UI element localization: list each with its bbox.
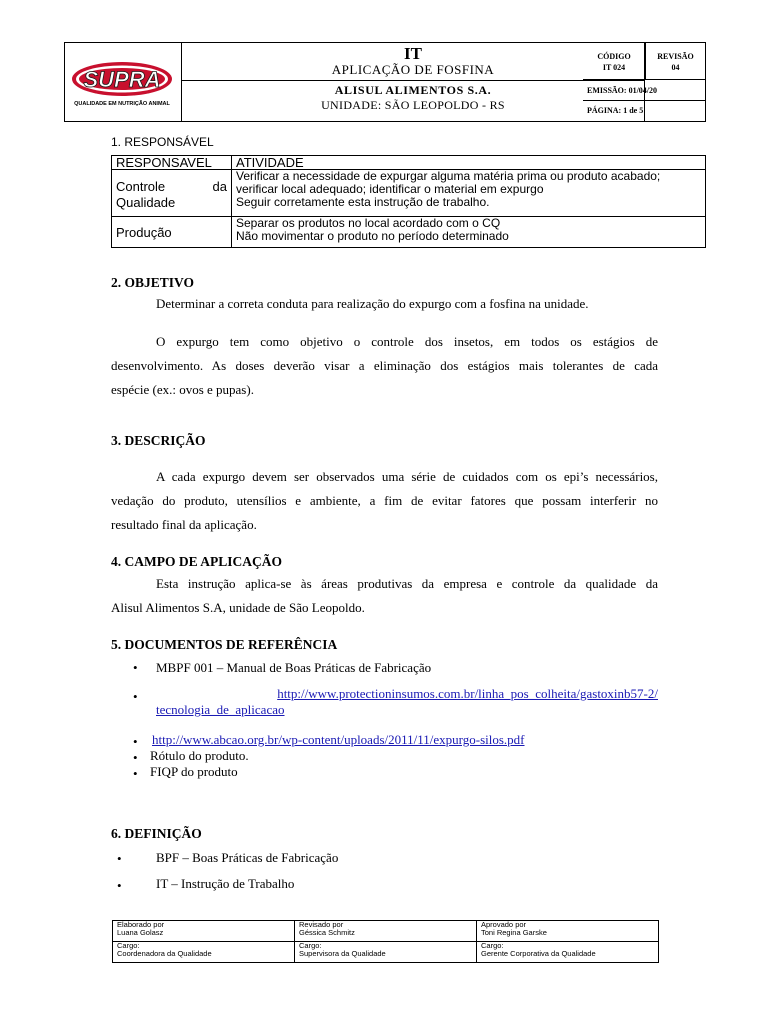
page-number: PÁGINA: 1 de 5 bbox=[587, 106, 644, 115]
revised-role-cell bbox=[295, 942, 477, 963]
bullet-icon: • bbox=[133, 734, 138, 749]
reference-item: FIQP do produto bbox=[150, 764, 238, 779]
table-header-row bbox=[112, 156, 706, 170]
revision-label: REVISÃO bbox=[657, 52, 694, 61]
revised-cell bbox=[295, 921, 477, 942]
section2-heading: 2. OBJETIVO bbox=[111, 275, 194, 290]
activity-cell bbox=[232, 217, 706, 248]
emission-date: EMISSÃO: 01/04/20 bbox=[587, 86, 658, 95]
reference-link[interactable]: http://www.abcao.org.br/wp-content/uploads/2011/11/expurgo-silos.pdf bbox=[152, 732, 525, 747]
revised-name: Géssica Schmitz bbox=[299, 928, 355, 937]
cargo-label: Cargo: bbox=[299, 941, 322, 950]
code-value: IT 024 bbox=[602, 63, 626, 72]
doc-title: APLICAÇÃO DE FOSFINA bbox=[331, 62, 495, 77]
scope-line: Esta instrução aplica-se às áreas produtivas da empresa e controle da qualidade da bbox=[156, 576, 658, 591]
bullet-icon: • bbox=[133, 766, 138, 781]
page-box bbox=[583, 101, 706, 122]
objective-line: espécie (ex.: ovos e pupas). bbox=[111, 382, 254, 397]
supra-logo bbox=[65, 43, 181, 121]
company-cell bbox=[182, 81, 645, 122]
responsible-word-1: Controle bbox=[116, 179, 166, 194]
section5-heading: 5. DOCUMENTOS DE REFERÊNCIA bbox=[111, 637, 338, 652]
table-row bbox=[112, 170, 706, 217]
table-row bbox=[112, 217, 706, 248]
bullet-icon: • bbox=[117, 878, 122, 893]
responsible-word-2: da bbox=[212, 179, 227, 194]
col-activity: ATIVIDADE bbox=[232, 156, 706, 170]
elaborated-cell bbox=[113, 921, 295, 942]
reference-item: MBPF 001 – Manual de Boas Práticas de Fabricação bbox=[156, 660, 432, 675]
activity-line: Verificar a necessidade de expurgar alguma matéria prima ou produto acabado; bbox=[236, 169, 661, 183]
responsibility-table bbox=[111, 155, 706, 248]
definition-item: BPF – Boas Práticas de Fabricação bbox=[156, 850, 339, 865]
description-line: A cada expurgo devem ser observados uma série de cuidados com os epi’s necessários, bbox=[156, 469, 658, 484]
objective-line: desenvolvimento. As doses deverão visar a eliminação dos estágios mais tolerantes de cada bbox=[111, 358, 658, 373]
col-responsible: RESPONSAVEL bbox=[112, 156, 232, 170]
activity-line: Não movimentar o produto no período determinado bbox=[236, 229, 509, 243]
code-label: CÓDIGO bbox=[597, 52, 631, 61]
activity-line: verificar local adequado; identificar o material em expurgo bbox=[236, 182, 544, 196]
approved-label: Aprovado por bbox=[481, 920, 527, 929]
scope-line: Alisul Alimentos S.A, unidade de São Leopoldo. bbox=[111, 600, 365, 615]
approval-table bbox=[112, 920, 659, 963]
approved-name: Toni Regina Garske bbox=[481, 928, 547, 937]
section4-heading: 4. CAMPO DE APLICAÇÃO bbox=[111, 554, 282, 569]
logo-cell bbox=[65, 43, 182, 122]
section6-heading: 6. DEFINIÇÃO bbox=[111, 826, 202, 841]
activity-line: Separar os produtos no local acordado com o CQ bbox=[236, 216, 501, 230]
elaborated-role-cell bbox=[113, 942, 295, 963]
responsible-cell: Produção bbox=[112, 217, 232, 248]
bullet-icon: • bbox=[133, 689, 138, 704]
emission-box bbox=[583, 80, 706, 101]
table-row bbox=[113, 921, 659, 942]
description-line: resultado final da aplicação. bbox=[111, 517, 257, 532]
logo-tagline: QUALIDADE EM NUTRIÇÃO ANIMAL bbox=[74, 101, 170, 107]
objective-line: O expurgo tem como objetivo o controle dos insetos, em todos os estágios de bbox=[156, 334, 658, 349]
bullet-icon: • bbox=[133, 660, 138, 675]
approved-role: Gerente Corporativa da Qualidade bbox=[481, 949, 596, 958]
objective-paragraph-1: Determinar a correta conduta para realização do expurgo com a fosfina na unidade. bbox=[156, 296, 589, 311]
description-line: vedação do produto, utensílios e ambiente, a fim de evitar fatores que possam interferir no bbox=[111, 493, 658, 508]
cargo-label: Cargo: bbox=[481, 941, 504, 950]
doc-type: IT bbox=[404, 44, 422, 63]
definition-item: IT – Instrução de Trabalho bbox=[156, 876, 295, 891]
code-box bbox=[583, 42, 645, 80]
bullet-icon: • bbox=[117, 851, 122, 866]
table-row bbox=[113, 942, 659, 963]
bullet-icon: • bbox=[133, 750, 138, 765]
company-name: ALISUL ALIMENTOS S.A. bbox=[334, 83, 492, 97]
approved-cell bbox=[477, 921, 659, 942]
company-unit: UNIDADE: SÃO LEOPOLDO - RS bbox=[321, 98, 505, 112]
activity-cell bbox=[232, 170, 706, 217]
elaborated-name: Luana Golasz bbox=[117, 928, 164, 937]
title-cell bbox=[182, 43, 645, 81]
activity-line: Seguir corretamente esta instrução de trabalho. bbox=[236, 195, 490, 209]
cargo-label: Cargo: bbox=[117, 941, 140, 950]
section3-heading: 3. DESCRIÇÃO bbox=[111, 433, 206, 448]
revision-box bbox=[645, 42, 706, 80]
responsible-word-3: Qualidade bbox=[116, 195, 176, 210]
elaborated-label: Elaborado por bbox=[117, 920, 165, 929]
revision-value: 04 bbox=[671, 63, 680, 72]
reference-link-continued[interactable]: tecnologia_de_aplicacao bbox=[156, 702, 285, 717]
responsible-cell bbox=[112, 170, 232, 217]
approved-role-cell bbox=[477, 942, 659, 963]
logo-wordmark: SUPRA bbox=[83, 67, 161, 92]
reference-link[interactable]: http://www.protectioninsumos.com.br/linha_pos_colheita/gastoxinb57-2/ bbox=[277, 686, 658, 701]
revised-role: Supervisora da Qualidade bbox=[299, 949, 386, 958]
reference-item: Rótulo do produto. bbox=[150, 748, 249, 763]
meta-box bbox=[583, 42, 706, 122]
revised-label: Revisado por bbox=[299, 920, 344, 929]
section1-heading: 1. RESPONSÁVEL bbox=[111, 135, 214, 149]
elaborated-role: Coordenadora da Qualidade bbox=[117, 949, 212, 958]
